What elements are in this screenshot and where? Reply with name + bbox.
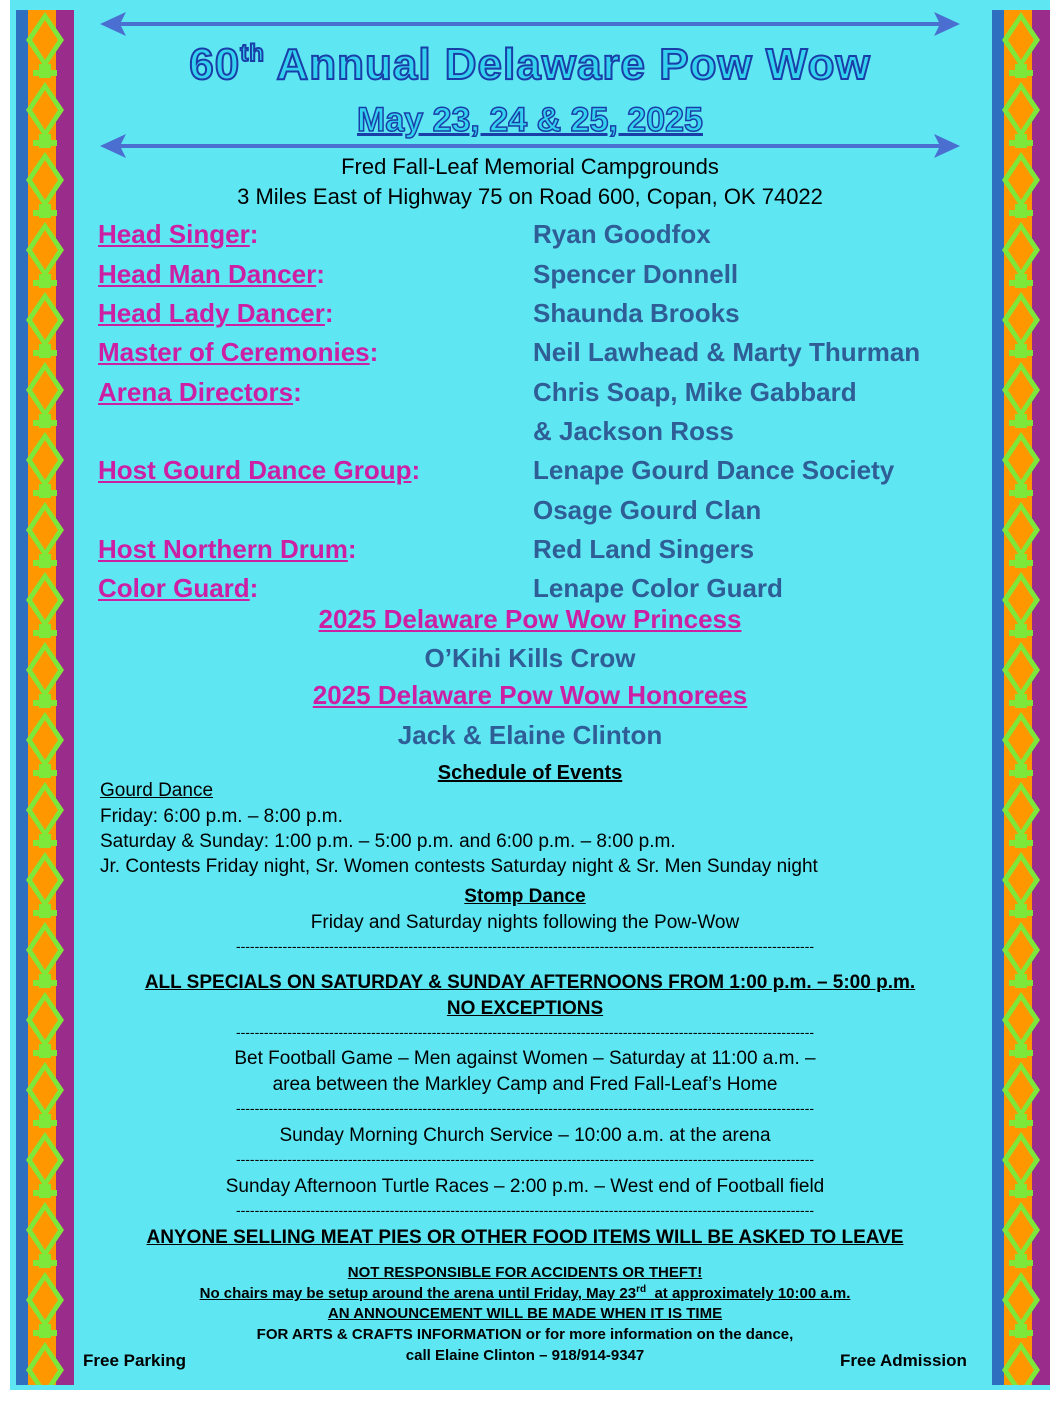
contact-line: call Elaine Clinton – 918/914-9347: [405, 1347, 645, 1364]
princess-name: O’Kihi Kills Crow: [424, 643, 636, 673]
name-color-guard: Lenape Color Guard: [533, 573, 783, 603]
name-host-gourd-2: Osage Gourd Clan: [533, 495, 762, 525]
schedule-heading: Schedule of Events: [437, 762, 623, 784]
role-host-gourd-dance-group: Host Gourd Dance Group:: [98, 455, 421, 485]
divider-2: ----------------------------------------------------------------------------------------------------------------------------: [235, 1024, 815, 1040]
selling-notice: ANYONE SELLING MEAT PIES OR OTHER FOOD ITEMS WILL BE ASKED TO LEAVE: [146, 1227, 904, 1248]
name-host-gourd-1: Lenape Gourd Dance Society: [533, 455, 895, 485]
honorees-heading: 2025 Delaware Pow Wow Honorees: [312, 680, 748, 710]
divider-5: ----------------------------------------------------------------------------------------------------------------------------: [235, 1202, 815, 1218]
role-head-lady-dancer: Head Lady Dancer:: [98, 298, 334, 328]
specials-line: ALL SPECIALS ON SATURDAY & SUNDAY AFTERNOONS FROM 1:00 p.m. – 5:00 p.m.: [144, 972, 916, 993]
football-line-2: area between the Markley Camp and Fred Fall-Leaf’s Home: [272, 1074, 778, 1095]
divider-3: ----------------------------------------------------------------------------------------------------------------------------: [235, 1100, 815, 1116]
free-parking: Free Parking: [83, 1351, 186, 1370]
gourd-dance-heading: Gourd Dance: [100, 780, 214, 801]
princess-heading: 2025 Delaware Pow Wow Princess: [318, 604, 742, 634]
divider-1: ----------------------------------------------------------------------------------------------------------------------------: [235, 938, 815, 954]
event-dates: May 23, 24 & 25, 2025: [357, 101, 703, 139]
football-line-1: Bet Football Game – Men against Women – Saturday at 11:00 a.m. –: [234, 1048, 816, 1069]
role-head-man-dancer: Head Man Dancer:: [98, 259, 325, 289]
role-master-of-ceremonies: Master of Ceremonies:: [98, 337, 379, 367]
announcement-notice: AN ANNOUNCEMENT WILL BE MADE WHEN IT IS TIME: [327, 1305, 723, 1322]
chairs-notice: No chairs may be setup around the arena until Friday, May 23rd at approximately 10:00 a.m.: [199, 1284, 851, 1302]
free-admission: Free Admission: [840, 1351, 967, 1370]
gourd-line-weekend: Saturday & Sunday: 1:00 p.m. – 5:00 p.m. and 6:00 p.m. – 8:00 p.m.: [100, 831, 676, 852]
no-exceptions: NO EXCEPTIONS: [446, 998, 604, 1019]
gourd-line-friday: Friday: 6:00 p.m. – 8:00 p.m.: [100, 806, 343, 827]
page-title: 60th Annual Delaware Pow Wow: [189, 40, 871, 89]
name-arena-directors-1: Chris Soap, Mike Gabbard: [533, 377, 857, 407]
venue-name: Fred Fall-Leaf Memorial Campgrounds: [341, 154, 719, 179]
name-host-northern-drum: Red Land Singers: [533, 534, 755, 564]
name-head-lady-dancer: Shaunda Brooks: [533, 298, 740, 328]
flyer: [10, 0, 1050, 1390]
arts-crafts-line: FOR ARTS & CRAFTS INFORMATION or for more information on the dance,: [256, 1326, 794, 1343]
name-head-man-dancer: Spencer Donnell: [533, 259, 739, 289]
name-master-of-ceremonies: Neil Lawhead & Marty Thurman: [533, 337, 921, 367]
honorees-name: Jack & Elaine Clinton: [397, 720, 663, 750]
top-double-arrow: [100, 10, 960, 38]
name-arena-directors-2: & Jackson Ross: [533, 416, 734, 446]
accidents-notice: NOT RESPONSIBLE FOR ACCIDENTS OR THEFT!: [347, 1264, 703, 1281]
turtle-line: Sunday Afternoon Turtle Races – 2:00 p.m. – West end of Football field: [225, 1176, 825, 1197]
church-line: Sunday Morning Church Service – 10:00 a.m. at the arena: [279, 1125, 771, 1146]
name-head-singer: Ryan Goodfox: [533, 219, 711, 249]
role-arena-directors: Arena Directors:: [98, 377, 302, 407]
role-head-singer: Head Singer:: [98, 219, 259, 249]
role-host-northern-drum: Host Northern Drum:: [98, 534, 357, 564]
venue-address: 3 Miles East of Highway 75 on Road 600, Copan, OK 74022: [237, 184, 823, 209]
role-color-guard: Color Guard:: [98, 573, 259, 603]
gourd-line-contests: Jr. Contests Friday night, Sr. Women contests Saturday night & Sr. Men Sunday night: [100, 856, 818, 877]
divider-4: ----------------------------------------------------------------------------------------------------------------------------: [235, 1151, 815, 1167]
stomp-dance-heading: Stomp Dance: [464, 886, 586, 907]
stomp-dance-line: Friday and Saturday nights following the Pow-Wow: [310, 912, 740, 933]
